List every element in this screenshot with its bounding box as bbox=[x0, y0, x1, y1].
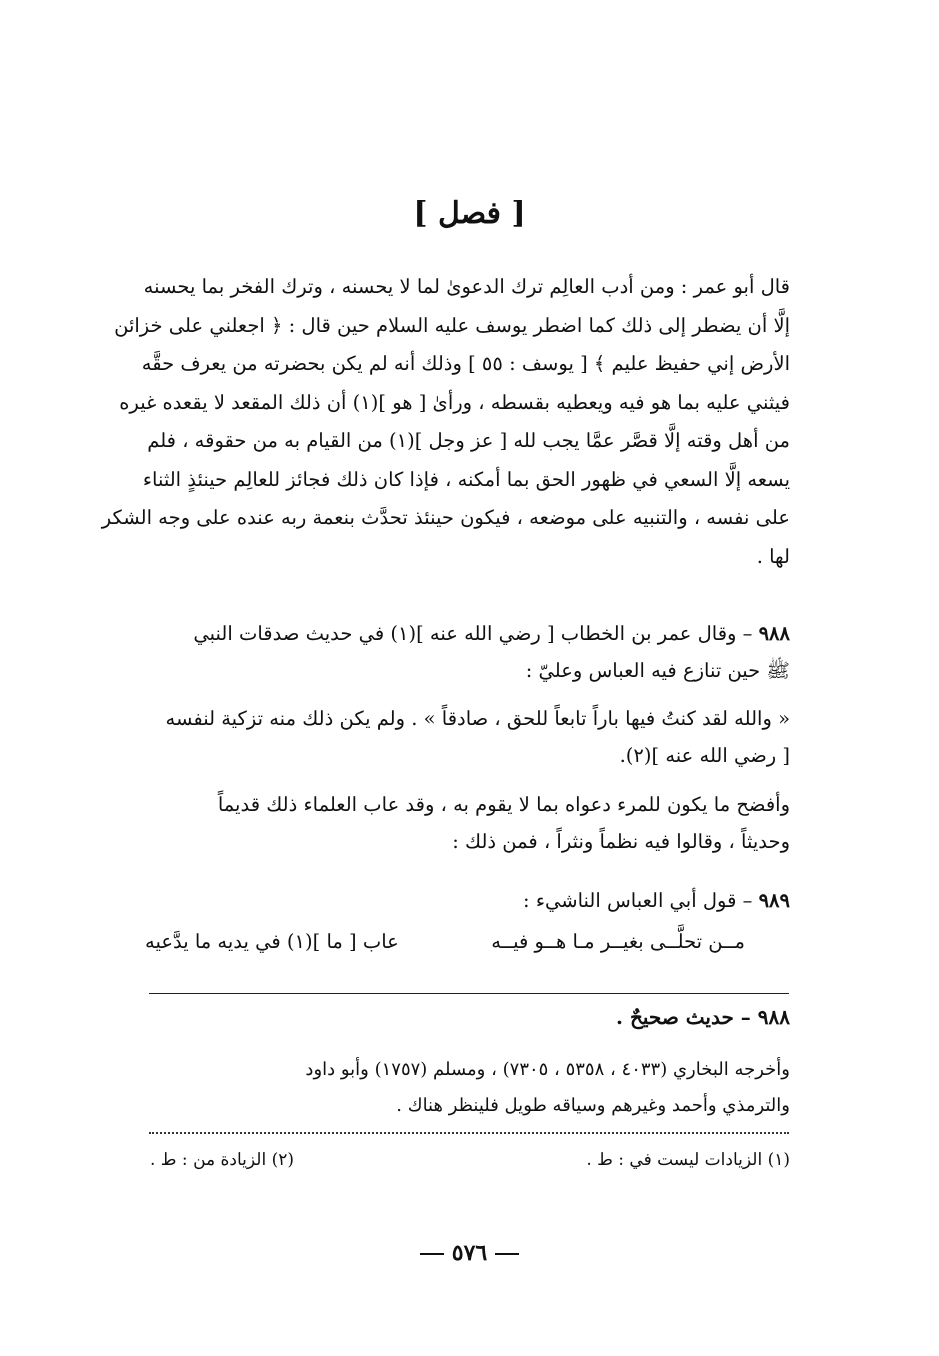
narration-988 bbox=[88, 615, 790, 689]
poem-verse bbox=[145, 930, 745, 966]
text-line: ﷺ حين تنازع فيه العباس وعليّ : bbox=[525, 659, 790, 682]
narration-989 bbox=[88, 882, 790, 919]
footnote-separator bbox=[149, 993, 789, 994]
text-line: على نفسه ، والتنبيه على موضعه ، فيكون حينئذ تحدَّث بنعمة ربه عنده على وجه الشكر bbox=[101, 506, 790, 529]
text-line bbox=[88, 615, 790, 652]
footnote-line: وأخرجه البخاري (٤٠٣٣ ، ٥٣٥٨ ، ٧٣٠٥) ، ومسلم (١٧٥٧) وأبو داود bbox=[305, 1059, 790, 1080]
footnote-line: والترمذي وأحمد وغيرهم وسياقه طويل فلينظر هناك . bbox=[396, 1095, 790, 1116]
narration-text: – وقال عمر بن الخطاب [ رضي الله عنه ](١) في حديث صدقات النبي bbox=[193, 622, 753, 645]
footnote-body bbox=[100, 1052, 790, 1124]
editor-notes bbox=[150, 1150, 790, 1170]
quote-paragraph bbox=[88, 700, 790, 774]
text-line: [ رضي الله عنه ](٢). bbox=[619, 744, 790, 767]
section-heading: [ فصل ] bbox=[413, 196, 526, 231]
verse-first-hemistich: مــن تحلَّــى بغيــر مـا هــو فيــه bbox=[491, 930, 745, 953]
text-line: يسعه إلَّا السعي في ظهور الحق بما أمكنه ، فإذا كان ذلك فجائز للعالِم حينئذٍ الثناء bbox=[142, 467, 790, 491]
text-line: إلَّا أن يضطر إلى ذلك كما اضطر يوسف عليه السلام حين قال : ﴿ اجعلني على خزائن bbox=[114, 313, 790, 337]
narration-number: ٩٨٨ bbox=[758, 622, 790, 645]
text-line: وحديثاً ، وقالوا فيه نظماً ونثراً ، فمن ذلك : bbox=[452, 830, 790, 853]
text-line: من أهل وقته إلَّا قصَّر عمَّا يجب لله [ عز وجل ](١) من القيام به من حقوقه ، فلم bbox=[147, 429, 790, 452]
dash-right bbox=[420, 1253, 444, 1255]
intro-paragraph bbox=[88, 268, 790, 576]
dotted-separator bbox=[149, 1132, 789, 1134]
narration-text: – قول أبي العباس الناشيء : bbox=[523, 889, 753, 912]
page-number-text: ٥٧٦ bbox=[451, 1240, 488, 1266]
commentary-paragraph bbox=[88, 786, 790, 860]
editor-note-1: (١) الزيادات ليست في : ط . bbox=[586, 1150, 790, 1170]
page-number bbox=[0, 1240, 939, 1266]
text-line: قال أبو عمر : ومن أدب العالِم ترك الدعوىٰ لما لا يحسنه ، وترك الفخر بما يحسنه bbox=[143, 275, 790, 298]
text-line: الأرض إني حفيظ عليم ﴾ [ يوسف : ٥٥ ] وذلك أنه لم يكن بحضرته من يعرف حقَّه bbox=[141, 352, 790, 375]
text-line: لها . bbox=[756, 544, 790, 568]
narration-number: ٩٨٩ bbox=[758, 889, 790, 912]
editor-note-2: (٢) الزيادة من : ط . bbox=[150, 1150, 295, 1170]
dash-left bbox=[495, 1253, 519, 1255]
verse-second-hemistich: عاب [ ما ](١) في يديه ما يدَّعيه bbox=[145, 930, 399, 953]
text-line: وأفضح ما يكون للمرء دعواه بما لا يقوم به ، وقد عاب العلماء ذلك قديماً bbox=[217, 793, 790, 816]
footnote-title: ٩٨٨ – حديث صحيحٌ . bbox=[616, 1005, 790, 1029]
text-line: فيثني عليه بما هو فيه ويعطيه بقسطه ، ورأىٰ [ هو ](١) أن ذلك المقعد لا يقعده غيره bbox=[119, 390, 790, 414]
text-line: « والله لقد كنتُ فيها باراً تابعاً للحق ، صادقاً » . ولم يكن ذلك منه تزكية لنفسه bbox=[165, 707, 790, 730]
